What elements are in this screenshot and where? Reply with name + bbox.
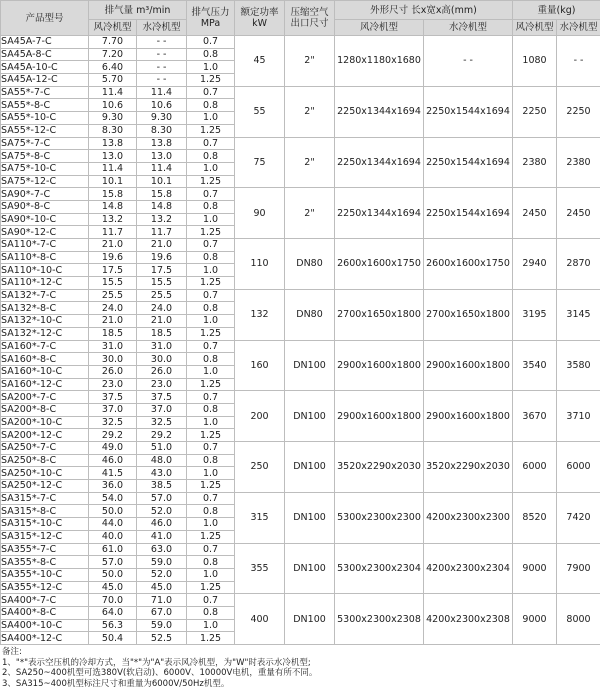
outlet-cell: DN80 (285, 289, 335, 340)
flow-water-cell: 13.2 (137, 213, 187, 226)
flow-air-cell: 50.0 (89, 568, 137, 581)
flow-air-cell: 54.0 (89, 492, 137, 505)
outlet-cell: DN100 (285, 543, 335, 594)
table-row (1, 594, 600, 607)
flow-water-cell: 71.0 (137, 594, 187, 607)
table-body (1, 36, 600, 645)
table-row (1, 340, 600, 353)
flow-air-cell: 49.0 (89, 442, 137, 455)
flow-air-cell: 19.6 (89, 251, 137, 264)
flow-water-cell: 15.5 (137, 277, 187, 290)
model-cell: SA160*-10-C (1, 365, 89, 378)
pressure-cell: 1.0 (187, 315, 235, 328)
dim-air-cell: 2700x1650x1800 (335, 289, 424, 340)
model-cell: SA400*-12-C (1, 632, 89, 645)
model-cell: SA200*-7-C (1, 391, 89, 404)
flow-air-cell: 44.0 (89, 518, 137, 531)
model-cell: SA315*-8-C (1, 505, 89, 518)
flow-water-cell: 13.0 (137, 150, 187, 163)
model-cell: SA110*-7-C (1, 239, 89, 252)
outlet-cell: DN100 (285, 492, 335, 543)
model-cell: SA250*-8-C (1, 454, 89, 467)
model-cell: SA132*-10-C (1, 315, 89, 328)
pressure-cell: 0.7 (187, 442, 235, 455)
model-cell: SA160*-12-C (1, 378, 89, 391)
pressure-cell: 1.25 (187, 632, 235, 645)
model-cell: SA110*-10-C (1, 264, 89, 277)
pressure-cell: 1.0 (187, 213, 235, 226)
header-weight-air: 风冷机型 (513, 20, 557, 36)
weight-air-cell: 3670 (513, 391, 557, 442)
model-cell: SA355*-8-C (1, 556, 89, 569)
flow-air-cell: 11.7 (89, 226, 137, 239)
flow-air-cell: 7.20 (89, 48, 137, 61)
pressure-cell: 0.7 (187, 594, 235, 607)
flow-water-cell: 26.0 (137, 365, 187, 378)
flow-water-cell: 67.0 (137, 606, 187, 619)
flow-water-cell: 18.5 (137, 327, 187, 340)
pressure-cell: 0.7 (187, 492, 235, 505)
flow-air-cell: 21.0 (89, 239, 137, 252)
table-row (1, 289, 600, 302)
flow-air-cell: 50.4 (89, 632, 137, 645)
model-cell: SA90*-10-C (1, 213, 89, 226)
model-cell: SA75*-8-C (1, 150, 89, 163)
flow-air-cell: 56.3 (89, 619, 137, 632)
power-cell: 355 (235, 543, 285, 594)
flow-water-cell: 8.30 (137, 124, 187, 137)
outlet-cell: 2" (285, 137, 335, 188)
header-weight-water: 水冷机型 (557, 20, 600, 36)
dim-water-cell: 2700x1650x1800 (424, 289, 513, 340)
model-cell: SA200*-12-C (1, 429, 89, 442)
model-cell: SA45A-8-C (1, 48, 89, 61)
weight-water-cell: 2870 (557, 239, 600, 290)
dim-air-cell: 5300x2300x2308 (335, 594, 424, 645)
table-row (1, 36, 600, 49)
flow-air-cell: 45.0 (89, 581, 137, 594)
model-cell: SA400*-8-C (1, 606, 89, 619)
model-cell: SA45A-12-C (1, 74, 89, 87)
dim-water-cell: 4200x2300x2300 (424, 492, 513, 543)
flow-water-cell: 14.8 (137, 200, 187, 213)
header-flow-air: 风冷机型 (89, 20, 137, 36)
dim-water-cell: 4200x2300x2308 (424, 594, 513, 645)
table-row (1, 137, 600, 150)
pressure-cell: 1.0 (187, 518, 235, 531)
table-row (1, 492, 600, 505)
model-cell: SA355*-12-C (1, 581, 89, 594)
flow-air-cell: 23.0 (89, 378, 137, 391)
model-cell: SA315*-7-C (1, 492, 89, 505)
model-cell: SA355*-10-C (1, 568, 89, 581)
header-outlet: 压缩空气 出口尺寸 (285, 1, 335, 36)
pressure-cell: 0.7 (187, 36, 235, 49)
flow-air-cell: 25.5 (89, 289, 137, 302)
weight-water-cell: 3710 (557, 391, 600, 442)
power-cell: 90 (235, 188, 285, 239)
pressure-cell: 1.0 (187, 61, 235, 74)
pressure-cell: 1.0 (187, 264, 235, 277)
flow-air-cell: 26.0 (89, 365, 137, 378)
pressure-cell: 1.0 (187, 619, 235, 632)
model-cell: SA110*-8-C (1, 251, 89, 264)
flow-water-cell: 37.0 (137, 403, 187, 416)
pressure-cell: 0.7 (187, 543, 235, 556)
weight-water-cell: 3145 (557, 289, 600, 340)
flow-water-cell: 48.0 (137, 454, 187, 467)
flow-air-cell: 11.4 (89, 162, 137, 175)
power-cell: 45 (235, 36, 285, 87)
flow-air-cell: 30.0 (89, 353, 137, 366)
flow-water-cell: 31.0 (137, 340, 187, 353)
weight-air-cell: 2450 (513, 188, 557, 239)
model-cell: SA75*-12-C (1, 175, 89, 188)
table-row (1, 188, 600, 201)
pressure-cell: 0.7 (187, 289, 235, 302)
pressure-cell: 0.8 (187, 606, 235, 619)
flow-air-cell: 17.5 (89, 264, 137, 277)
pressure-cell: 1.25 (187, 175, 235, 188)
flow-air-cell: 8.30 (89, 124, 137, 137)
pressure-cell: 1.0 (187, 568, 235, 581)
pressure-cell: 0.8 (187, 200, 235, 213)
model-cell: SA90*-8-C (1, 200, 89, 213)
flow-air-cell: 18.5 (89, 327, 137, 340)
pressure-cell: 0.8 (187, 505, 235, 518)
flow-air-cell: 61.0 (89, 543, 137, 556)
weight-water-cell: 2450 (557, 188, 600, 239)
outlet-cell: 2" (285, 36, 335, 87)
flow-air-cell: 50.0 (89, 505, 137, 518)
flow-air-cell: 15.8 (89, 188, 137, 201)
model-cell: SA355*-7-C (1, 543, 89, 556)
flow-water-cell: 45.0 (137, 581, 187, 594)
header-dim-air: 风冷机型 (335, 20, 424, 36)
pressure-cell: 1.25 (187, 480, 235, 493)
power-cell: 55 (235, 86, 285, 137)
flow-air-cell: 15.5 (89, 277, 137, 290)
dim-air-cell: 1280x1180x1680 (335, 36, 424, 87)
flow-air-cell: 7.70 (89, 36, 137, 49)
pressure-cell: 1.0 (187, 365, 235, 378)
weight-water-cell: 7420 (557, 492, 600, 543)
flow-air-cell: 21.0 (89, 315, 137, 328)
model-cell: SA55*-8-C (1, 99, 89, 112)
flow-water-cell: 11.7 (137, 226, 187, 239)
flow-air-cell: 70.0 (89, 594, 137, 607)
pressure-cell: 1.0 (187, 162, 235, 175)
pressure-cell: 0.8 (187, 403, 235, 416)
dim-water-cell: 2900x1600x1800 (424, 340, 513, 391)
model-cell: SA55*-7-C (1, 86, 89, 99)
flow-water-cell: 52.0 (137, 505, 187, 518)
pressure-cell: 0.7 (187, 86, 235, 99)
dim-air-cell: 5300x2300x2304 (335, 543, 424, 594)
flow-air-cell: 6.40 (89, 61, 137, 74)
weight-air-cell: 9000 (513, 543, 557, 594)
flow-water-cell: 23.0 (137, 378, 187, 391)
model-cell: SA132*-7-C (1, 289, 89, 302)
flow-water-cell: 21.0 (137, 239, 187, 252)
flow-water-cell: 10.1 (137, 175, 187, 188)
flow-water-cell: 19.6 (137, 251, 187, 264)
model-cell: SA45A-10-C (1, 61, 89, 74)
table-header (1, 1, 600, 36)
outlet-cell: DN80 (285, 239, 335, 290)
header-dimensions: 外形尺寸 长x宽x高(mm) (335, 1, 513, 20)
flow-air-cell: 37.5 (89, 391, 137, 404)
weight-air-cell: 2250 (513, 86, 557, 137)
header-power: 额定功率 kW (235, 1, 285, 36)
dim-air-cell: 3520x2290x2030 (335, 442, 424, 493)
weight-air-cell: 9000 (513, 594, 557, 645)
outlet-cell: DN100 (285, 340, 335, 391)
flow-water-cell: 43.0 (137, 467, 187, 480)
table-row (1, 442, 600, 455)
model-cell: SA132*-8-C (1, 302, 89, 315)
pressure-cell: 0.8 (187, 353, 235, 366)
flow-air-cell: 10.1 (89, 175, 137, 188)
flow-water-cell: 52.0 (137, 568, 187, 581)
dim-water-cell: 4200x2300x2304 (424, 543, 513, 594)
flow-air-cell: 37.0 (89, 403, 137, 416)
flow-water-cell: 9.30 (137, 112, 187, 125)
notes-title: 备注: (2, 647, 598, 658)
pressure-cell: 0.7 (187, 391, 235, 404)
pressure-cell: 0.8 (187, 99, 235, 112)
model-cell: SA200*-8-C (1, 403, 89, 416)
power-cell: 315 (235, 492, 285, 543)
dim-water-cell: 2250x1544x1694 (424, 86, 513, 137)
flow-water-cell: 52.5 (137, 632, 187, 645)
model-cell: SA55*-12-C (1, 124, 89, 137)
header-pressure: 排气压力 MPa (187, 1, 235, 36)
flow-air-cell: 14.8 (89, 200, 137, 213)
dim-air-cell: 2900x1600x1800 (335, 391, 424, 442)
flow-air-cell: 13.8 (89, 137, 137, 150)
weight-water-cell: 2250 (557, 86, 600, 137)
power-cell: 132 (235, 289, 285, 340)
outlet-cell: 2" (285, 86, 335, 137)
weight-air-cell: 8520 (513, 492, 557, 543)
flow-water-cell: 13.8 (137, 137, 187, 150)
weight-air-cell: 1080 (513, 36, 557, 87)
flow-air-cell: 9.30 (89, 112, 137, 125)
model-cell: SA315*-12-C (1, 530, 89, 543)
pressure-cell: 1.25 (187, 277, 235, 290)
weight-water-cell: 2380 (557, 137, 600, 188)
pressure-cell: 0.7 (187, 340, 235, 353)
power-cell: 110 (235, 239, 285, 290)
dim-water-cell: 2600x1600x1750 (424, 239, 513, 290)
power-cell: 250 (235, 442, 285, 493)
power-cell: 160 (235, 340, 285, 391)
pressure-cell: 0.8 (187, 251, 235, 264)
weight-water-cell: - - (557, 36, 600, 87)
dim-water-cell: 2250x1544x1694 (424, 188, 513, 239)
flow-water-cell: 11.4 (137, 162, 187, 175)
weight-water-cell: 3580 (557, 340, 600, 391)
dim-air-cell: 2600x1600x1750 (335, 239, 424, 290)
flow-water-cell: 41.0 (137, 530, 187, 543)
table-row (1, 543, 600, 556)
pressure-cell: 0.8 (187, 48, 235, 61)
dim-water-cell: 3520x2290x2030 (424, 442, 513, 493)
pressure-cell: 1.25 (187, 378, 235, 391)
pressure-cell: 1.0 (187, 112, 235, 125)
flow-air-cell: 29.2 (89, 429, 137, 442)
model-cell: SA45A-7-C (1, 36, 89, 49)
flow-water-cell: 11.4 (137, 86, 187, 99)
pressure-cell: 0.8 (187, 454, 235, 467)
dim-water-cell: - - (424, 36, 513, 87)
model-cell: SA400*-10-C (1, 619, 89, 632)
model-cell: SA75*-7-C (1, 137, 89, 150)
weight-water-cell: 8000 (557, 594, 600, 645)
flow-air-cell: 40.0 (89, 530, 137, 543)
note-line: 3、SA315~400机型标注尺寸和重量为6000V/50Hz机型。 (2, 679, 598, 689)
model-cell: SA132*-12-C (1, 327, 89, 340)
model-cell: SA160*-8-C (1, 353, 89, 366)
weight-air-cell: 2380 (513, 137, 557, 188)
power-cell: 75 (235, 137, 285, 188)
weight-air-cell: 2940 (513, 239, 557, 290)
model-cell: SA200*-10-C (1, 416, 89, 429)
model-cell: SA90*-12-C (1, 226, 89, 239)
flow-water-cell: 15.8 (137, 188, 187, 201)
flow-water-cell: 21.0 (137, 315, 187, 328)
flow-air-cell: 13.0 (89, 150, 137, 163)
pressure-cell: 1.25 (187, 226, 235, 239)
dim-air-cell: 2250x1344x1694 (335, 188, 424, 239)
model-cell: SA75*-10-C (1, 162, 89, 175)
pressure-cell: 0.7 (187, 239, 235, 252)
model-cell: SA250*-10-C (1, 467, 89, 480)
flow-water-cell: 29.2 (137, 429, 187, 442)
flow-air-cell: 24.0 (89, 302, 137, 315)
header-flow-water: 水冷机型 (137, 20, 187, 36)
flow-water-cell: 46.0 (137, 518, 187, 531)
pressure-cell: 0.7 (187, 137, 235, 150)
weight-air-cell: 3540 (513, 340, 557, 391)
flow-air-cell: 31.0 (89, 340, 137, 353)
flow-water-cell: 32.5 (137, 416, 187, 429)
weight-water-cell: 6000 (557, 442, 600, 493)
dim-water-cell: 2900x1600x1800 (424, 391, 513, 442)
pressure-cell: 0.7 (187, 188, 235, 201)
flow-water-cell: 59.0 (137, 619, 187, 632)
pressure-cell: 1.25 (187, 429, 235, 442)
flow-air-cell: 64.0 (89, 606, 137, 619)
notes (0, 645, 600, 689)
model-cell: SA90*-7-C (1, 188, 89, 201)
header-flow: 排气量 m³/min (89, 1, 187, 20)
dim-air-cell: 2250x1344x1694 (335, 86, 424, 137)
flow-water-cell: 63.0 (137, 543, 187, 556)
pressure-cell: 1.0 (187, 467, 235, 480)
model-cell: SA250*-7-C (1, 442, 89, 455)
flow-air-cell: 32.5 (89, 416, 137, 429)
flow-air-cell: 41.5 (89, 467, 137, 480)
flow-air-cell: 36.0 (89, 480, 137, 493)
flow-water-cell: - - (137, 61, 187, 74)
dim-air-cell: 2900x1600x1800 (335, 340, 424, 391)
dim-air-cell: 2250x1344x1694 (335, 137, 424, 188)
note-line: 2、SA250~400机型可选380V(软启动)、6000V、10000V电机，重量有所不同。 (2, 668, 598, 679)
model-cell: SA55*-10-C (1, 112, 89, 125)
table-row (1, 86, 600, 99)
flow-water-cell: 24.0 (137, 302, 187, 315)
pressure-cell: 0.8 (187, 302, 235, 315)
flow-air-cell: 10.6 (89, 99, 137, 112)
dim-air-cell: 5300x2300x2300 (335, 492, 424, 543)
pressure-cell: 0.8 (187, 556, 235, 569)
pressure-cell: 1.25 (187, 74, 235, 87)
model-cell: SA160*-7-C (1, 340, 89, 353)
flow-water-cell: 30.0 (137, 353, 187, 366)
pressure-cell: 1.25 (187, 124, 235, 137)
flow-water-cell: - - (137, 74, 187, 87)
outlet-cell: 2" (285, 188, 335, 239)
header-dim-water: 水冷机型 (424, 20, 513, 36)
weight-air-cell: 3195 (513, 289, 557, 340)
outlet-cell: DN100 (285, 391, 335, 442)
outlet-cell: DN100 (285, 594, 335, 645)
flow-air-cell: 5.70 (89, 74, 137, 87)
header-weight: 重量(kg) (513, 1, 600, 20)
model-cell: SA110*-12-C (1, 277, 89, 290)
weight-air-cell: 6000 (513, 442, 557, 493)
flow-water-cell: 10.6 (137, 99, 187, 112)
header-model: 产品型号 (1, 1, 89, 36)
table-row (1, 239, 600, 252)
weight-water-cell: 7900 (557, 543, 600, 594)
outlet-cell: DN100 (285, 442, 335, 493)
pressure-cell: 1.25 (187, 581, 235, 594)
flow-water-cell: 37.5 (137, 391, 187, 404)
model-cell: SA315*-10-C (1, 518, 89, 531)
table-row (1, 391, 600, 404)
note-line: 1、"*"表示空压机的冷却方式，当"*"为"A"表示风冷机型，为"W"时表示水冷机型; (2, 658, 598, 669)
flow-water-cell: - - (137, 48, 187, 61)
flow-air-cell: 13.2 (89, 213, 137, 226)
pressure-cell: 1.25 (187, 327, 235, 340)
flow-water-cell: 57.0 (137, 492, 187, 505)
model-cell: SA400*-7-C (1, 594, 89, 607)
model-cell: SA250*-12-C (1, 480, 89, 493)
flow-air-cell: 11.4 (89, 86, 137, 99)
pressure-cell: 0.8 (187, 150, 235, 163)
power-cell: 400 (235, 594, 285, 645)
flow-water-cell: 51.0 (137, 442, 187, 455)
pressure-cell: 1.25 (187, 530, 235, 543)
power-cell: 200 (235, 391, 285, 442)
flow-water-cell: - - (137, 36, 187, 49)
pressure-cell: 1.0 (187, 416, 235, 429)
flow-water-cell: 59.0 (137, 556, 187, 569)
flow-air-cell: 57.0 (89, 556, 137, 569)
flow-water-cell: 38.5 (137, 480, 187, 493)
dim-water-cell: 2250x1544x1694 (424, 137, 513, 188)
flow-water-cell: 17.5 (137, 264, 187, 277)
flow-air-cell: 46.0 (89, 454, 137, 467)
flow-water-cell: 25.5 (137, 289, 187, 302)
